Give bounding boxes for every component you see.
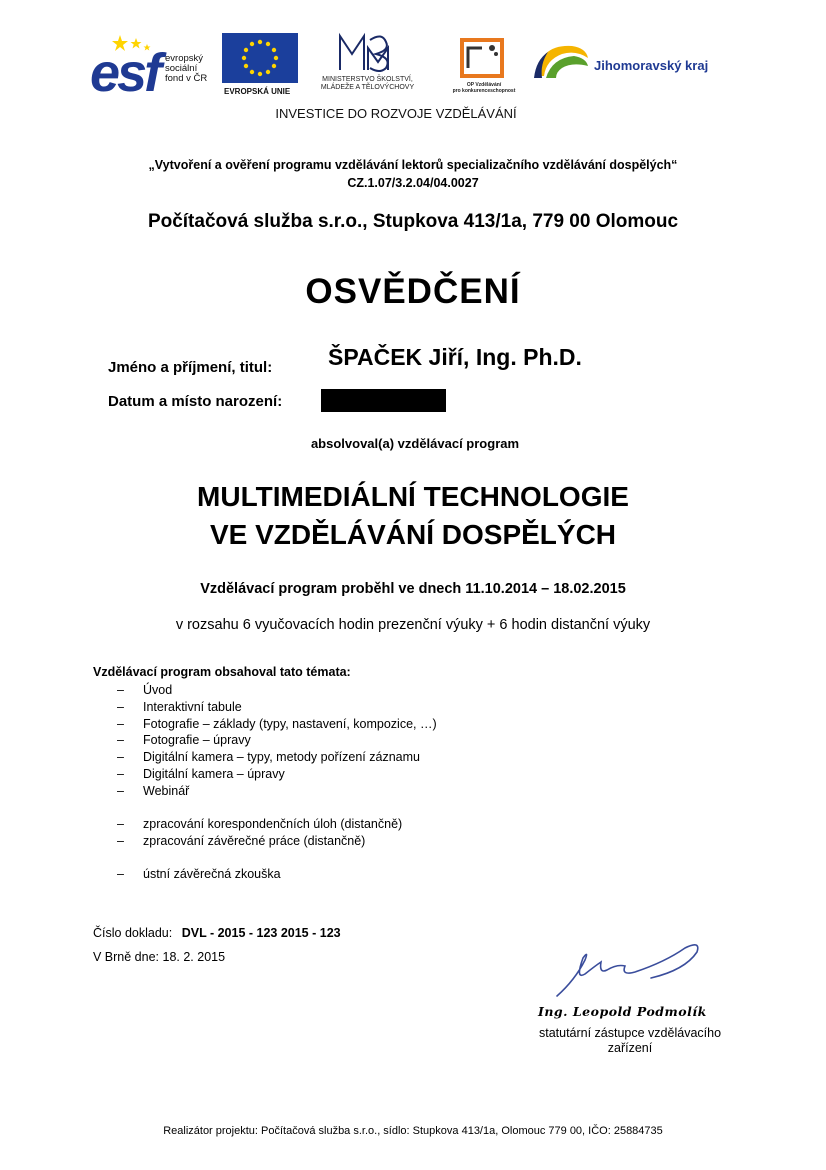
esf-caption [165, 54, 207, 84]
footer: Realizátor projektu: Počítačová služba s.r.o., sídlo: Stupkova 413/1a, Olomouc 779 00, IČO: 25884735 [163, 1125, 663, 1137]
topic-text: Fotografie – základy (typy, nastavení, kompozice, …) [143, 717, 437, 731]
msmt-caption-line: MINISTERSTVO ŠKOLSTVÍ, [322, 76, 413, 83]
topic-item [117, 683, 172, 698]
topic-item [117, 834, 365, 849]
name-value: ŠPAČEK Jiří, Ing. Ph.D. [328, 344, 582, 370]
investice-caption: INVESTICE DO ROZVOJE VZDĚLÁVÁNÍ [275, 106, 517, 121]
topic-text: Digitální kamera – typy, metody pořízení záznamu [143, 750, 420, 764]
eu-caption: EVROPSKÁ UNIE [224, 87, 291, 96]
signer-role [520, 1026, 740, 1056]
topic-dash: – [117, 700, 124, 714]
topic-text: Fotografie – úpravy [143, 733, 251, 747]
msmt-caption-line: MLÁDEŽE A TĚLOVÝCHOVY [320, 84, 415, 91]
signature-scribble-icon [555, 940, 715, 1000]
project-code: CZ.1.07/3.2.04/04.0027 [347, 176, 479, 190]
topic-text: Webinář [143, 784, 190, 798]
topic-dash: – [117, 733, 124, 747]
esf-caption-line: evropský [165, 53, 204, 64]
signer-role-line: statutární zástupce vzdělávacího [538, 1026, 722, 1040]
topic-dash: – [117, 750, 124, 764]
page-title: OSVĚDČENÍ [305, 272, 521, 311]
document-number-value: DVL - 2015 - 123 2015 - 123 [181, 926, 341, 940]
program-title-line: VE VZDĚLÁVÁNÍ DOSPĚLÝCH [209, 519, 617, 550]
topic-item [117, 867, 281, 882]
topic-item [117, 767, 285, 782]
topic-item [117, 717, 437, 732]
jm-arc-icon [532, 40, 590, 82]
topic-item [117, 700, 242, 715]
op-caption-line: pro konkurenceschopnost [452, 88, 516, 94]
msmt-logo [300, 30, 435, 98]
topic-item [117, 817, 402, 832]
op-caption [448, 82, 520, 94]
signer-role-line: zařízení [607, 1041, 653, 1055]
document-number [93, 926, 341, 940]
op-logo [448, 34, 520, 98]
project-name: „Vytvoření a ověření programu vzdělávání lektorů specializačního vzdělávání dospělých“ [148, 158, 678, 172]
topic-dash: – [117, 834, 124, 848]
jm-caption: Jihomoravský kraj [594, 58, 709, 73]
topic-dash: – [117, 817, 124, 831]
birth-redacted-block [321, 389, 446, 412]
completed-text: absolvoval(a) vzdělávací program [310, 436, 520, 451]
topic-dash: – [117, 867, 124, 881]
place-date: V Brně dne: 18. 2. 2015 [93, 950, 226, 964]
topic-text: ústní závěrečná zkouška [143, 867, 281, 881]
signer-name: Ing. Leopold Podmolík [538, 1004, 707, 1019]
program-title-line: MULTIMEDIÁLNÍ TECHNOLOGIE [197, 481, 629, 512]
esf-wordmark: esf [90, 43, 160, 103]
esf-caption-line: fond v ČR [165, 73, 208, 84]
topic-item [117, 750, 420, 765]
organization: Počítačová služba s.r.o., Stupkova 413/1a, 779 00 Olomouc [147, 211, 679, 232]
topic-text: zpracování korespondenčních úloh (distančně) [143, 817, 403, 831]
topic-text: zpracování závěrečné práce (distančně) [143, 834, 366, 848]
name-label: Jméno a příjmení, titul: [108, 359, 273, 376]
document-number-label: Číslo dokladu: [93, 926, 173, 940]
program-title [0, 478, 826, 554]
eu-flag-icon [222, 33, 298, 83]
msmt-caption [300, 76, 435, 92]
topic-text: Digitální kamera – úpravy [143, 767, 285, 781]
esf-logo [90, 34, 220, 103]
op-caption-line: OP Vzdělávání [466, 82, 502, 88]
eu-logo [222, 33, 300, 97]
topic-dash: – [117, 717, 124, 731]
topic-dash: – [117, 784, 124, 798]
jm-logo [532, 40, 742, 90]
topics-heading: Vzdělávací program obsahoval tato témata: [93, 665, 351, 679]
topic-dash: – [117, 683, 124, 697]
topic-dash: – [117, 767, 124, 781]
program-scope: v rozsahu 6 vyučovacích hodin prezenční výuky + 6 hodin distanční výuky [175, 617, 651, 633]
topic-text: Interaktivní tabule [143, 700, 242, 714]
topic-item [117, 784, 189, 799]
program-dates: Vzdělávací program proběhl ve dnech 11.10.2014 – 18.02.2015 [200, 581, 626, 597]
op-frame-icon [448, 34, 520, 80]
msmt-mark-icon [300, 30, 435, 75]
esf-caption-line: sociální [165, 63, 198, 74]
topic-text: Úvod [143, 683, 173, 697]
topic-item [117, 733, 251, 748]
birth-label: Datum a místo narození: [108, 393, 283, 410]
